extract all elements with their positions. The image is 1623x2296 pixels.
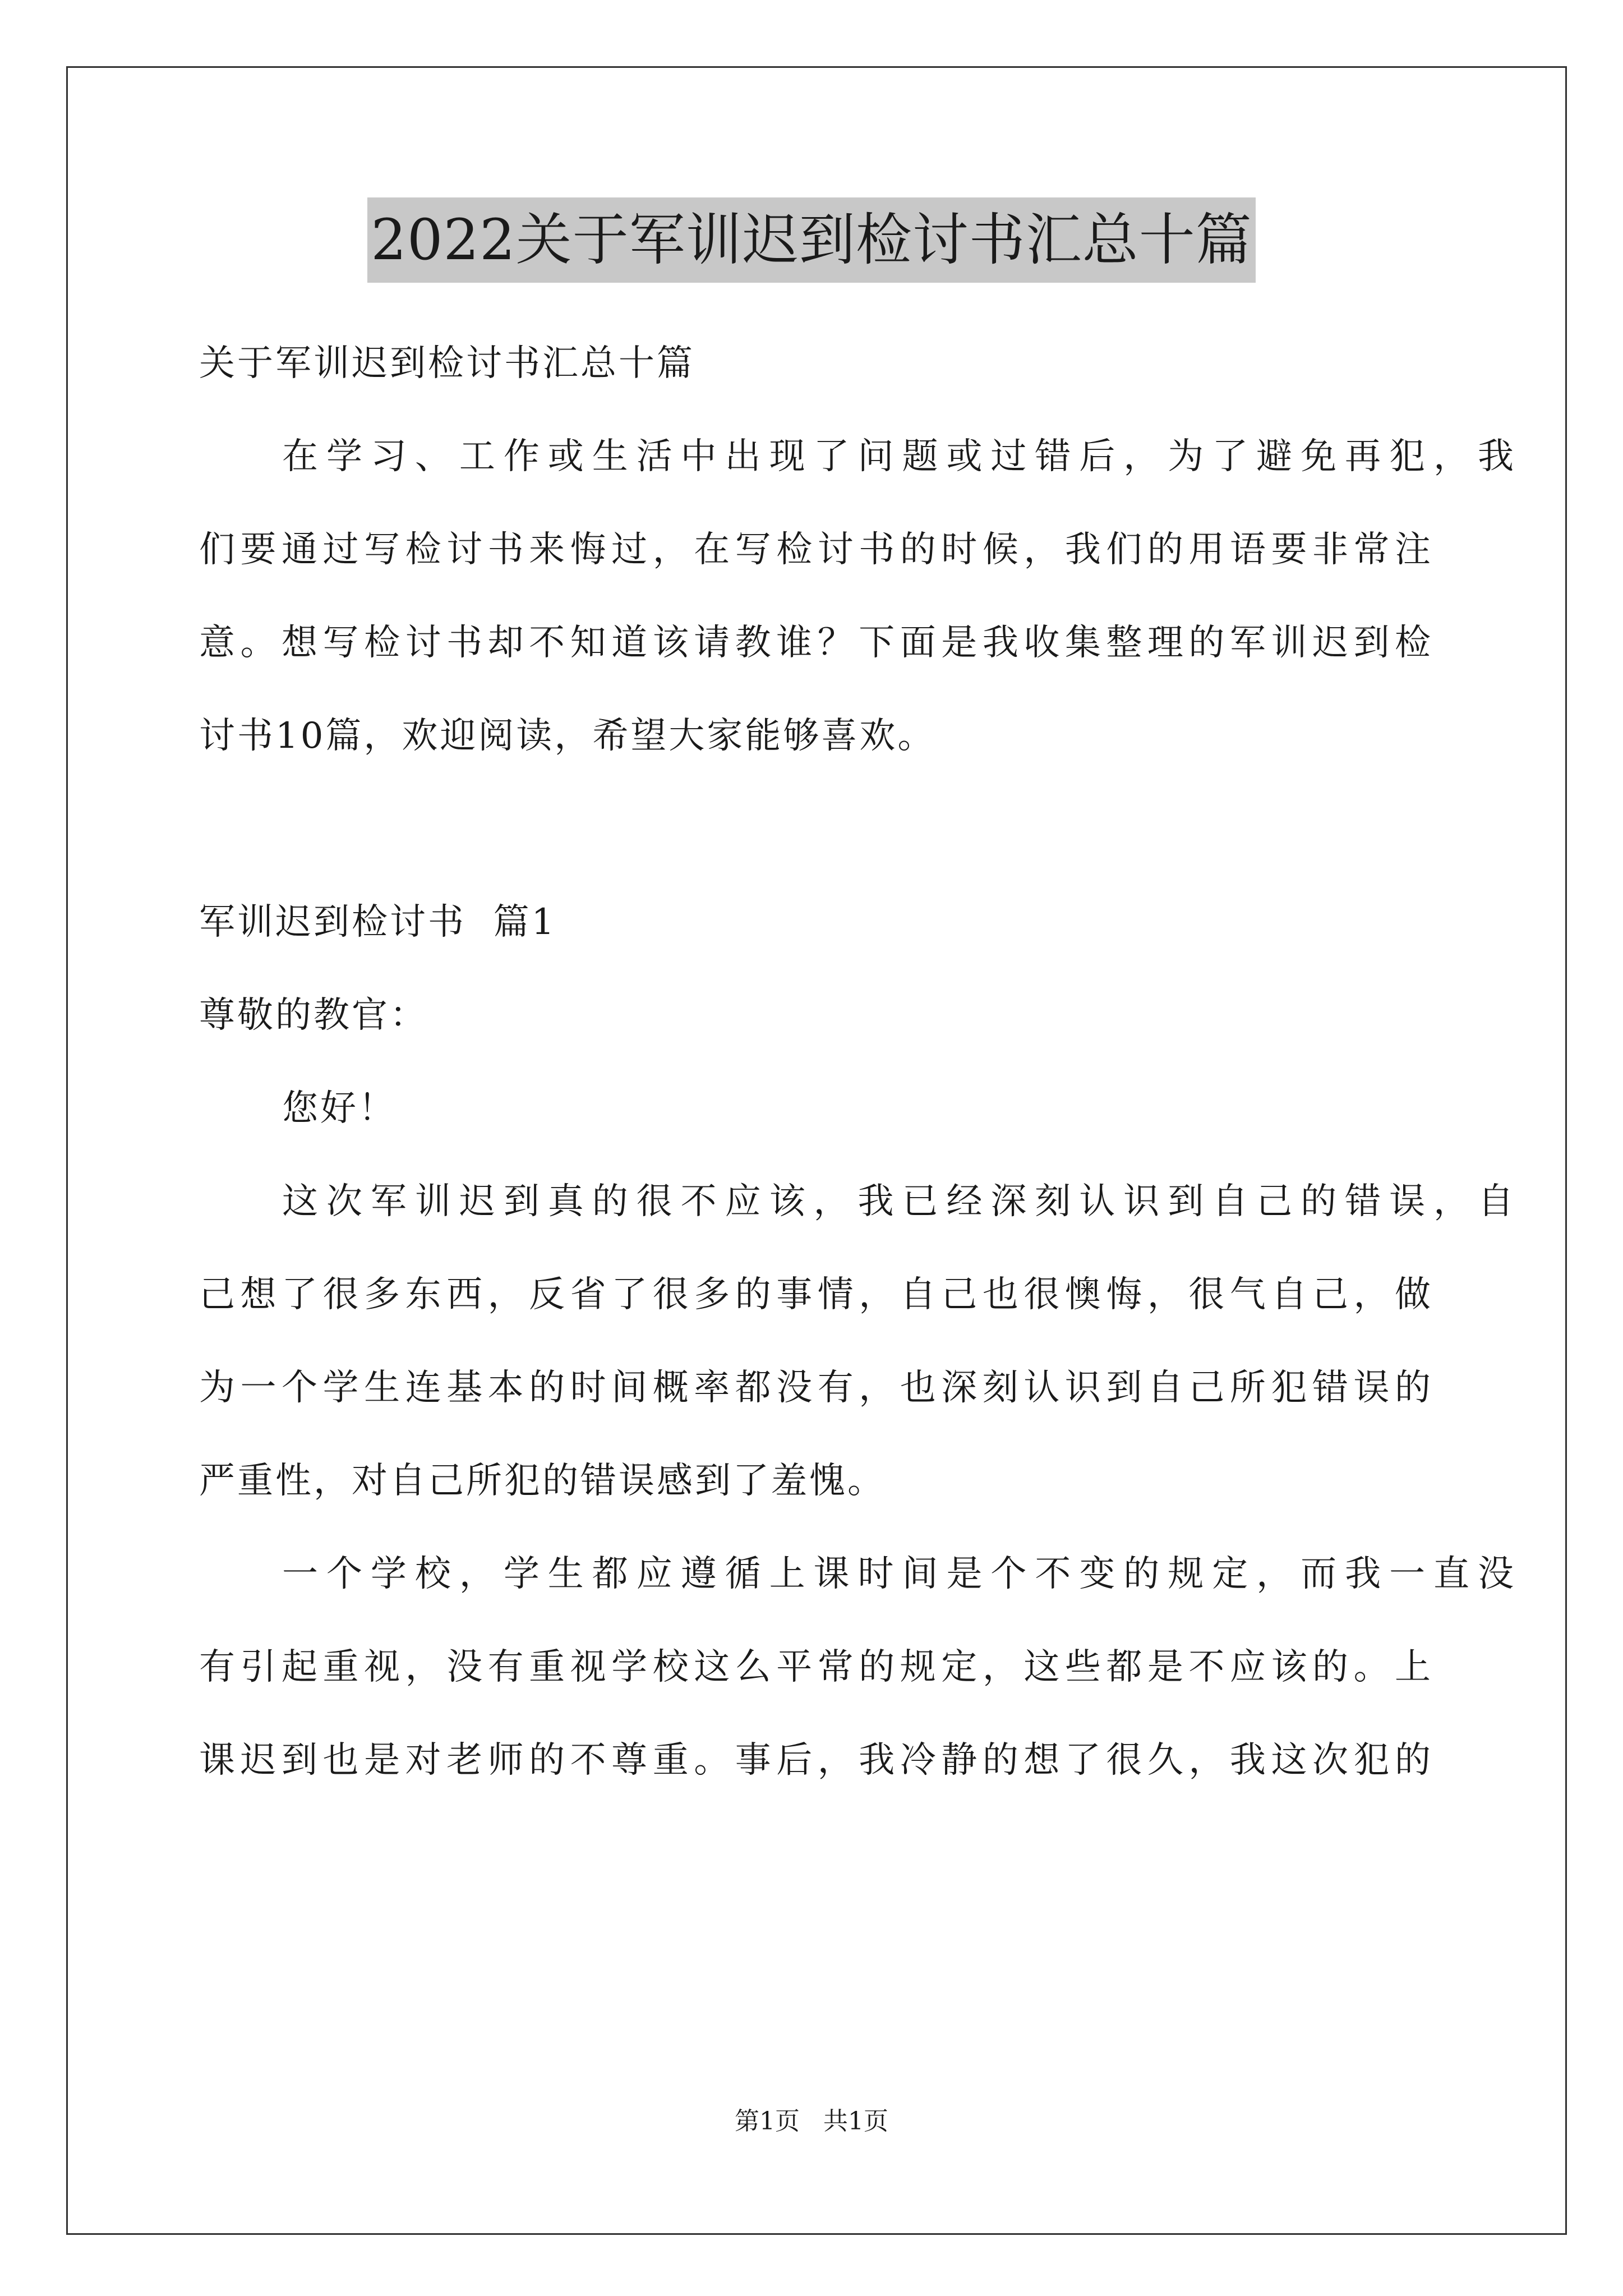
paragraph-line: 己想了很多东西，反省了很多的事情，自己也很懊悔，很气自己，做	[199, 1274, 1433, 1315]
document-body	[199, 317, 1516, 1807]
paragraph-line: 有引起重视，没有重视学校这么平常的规定，这些都是不应该的。上	[199, 1646, 1433, 1688]
paragraph-line: 这次军训迟到真的很不应该，我已经深刻认识到自己的错误，自	[282, 1181, 1516, 1222]
title-container	[0, 197, 1623, 283]
salutation: 尊敬的教官：	[199, 995, 428, 1036]
page-footer: 第1页 共1页	[735, 2107, 888, 2136]
intro-line: 在学习、工作或生活中出现了问题或过错后，为了避免再犯，我	[282, 436, 1516, 477]
document-subtitle: 关于军训迟到检讨书汇总十篇	[199, 343, 695, 384]
section-heading: 军训迟到检讨书 篇1	[199, 901, 557, 943]
paragraph-line: 一个学校，学生都应遵循上课时间是个不变的规定，而我一直没	[282, 1553, 1516, 1595]
paragraph-line: 严重性，对自己所犯的错误感到了羞愧。	[199, 1460, 886, 1502]
greeting: 您好！	[282, 1088, 396, 1129]
blank-line	[199, 783, 1433, 876]
intro-line: 们要通过写检讨书来悔过，在写检讨书的时候，我们的用语要非常注	[199, 529, 1433, 570]
intro-line: 讨书10篇，欢迎阅读，希望大家能够喜欢。	[199, 715, 936, 757]
document-title: 2022关于军训迟到检讨书汇总十篇	[367, 197, 1256, 283]
paragraph-line: 课迟到也是对老师的不尊重。事后，我冷静的想了很久，我这次犯的	[199, 1740, 1433, 1781]
intro-line: 意。想写检讨书却不知道该请教谁？下面是我收集整理的军训迟到检	[199, 622, 1433, 664]
paragraph-line: 为一个学生连基本的时间概率都没有，也深刻认识到自己所犯错误的	[199, 1367, 1433, 1409]
